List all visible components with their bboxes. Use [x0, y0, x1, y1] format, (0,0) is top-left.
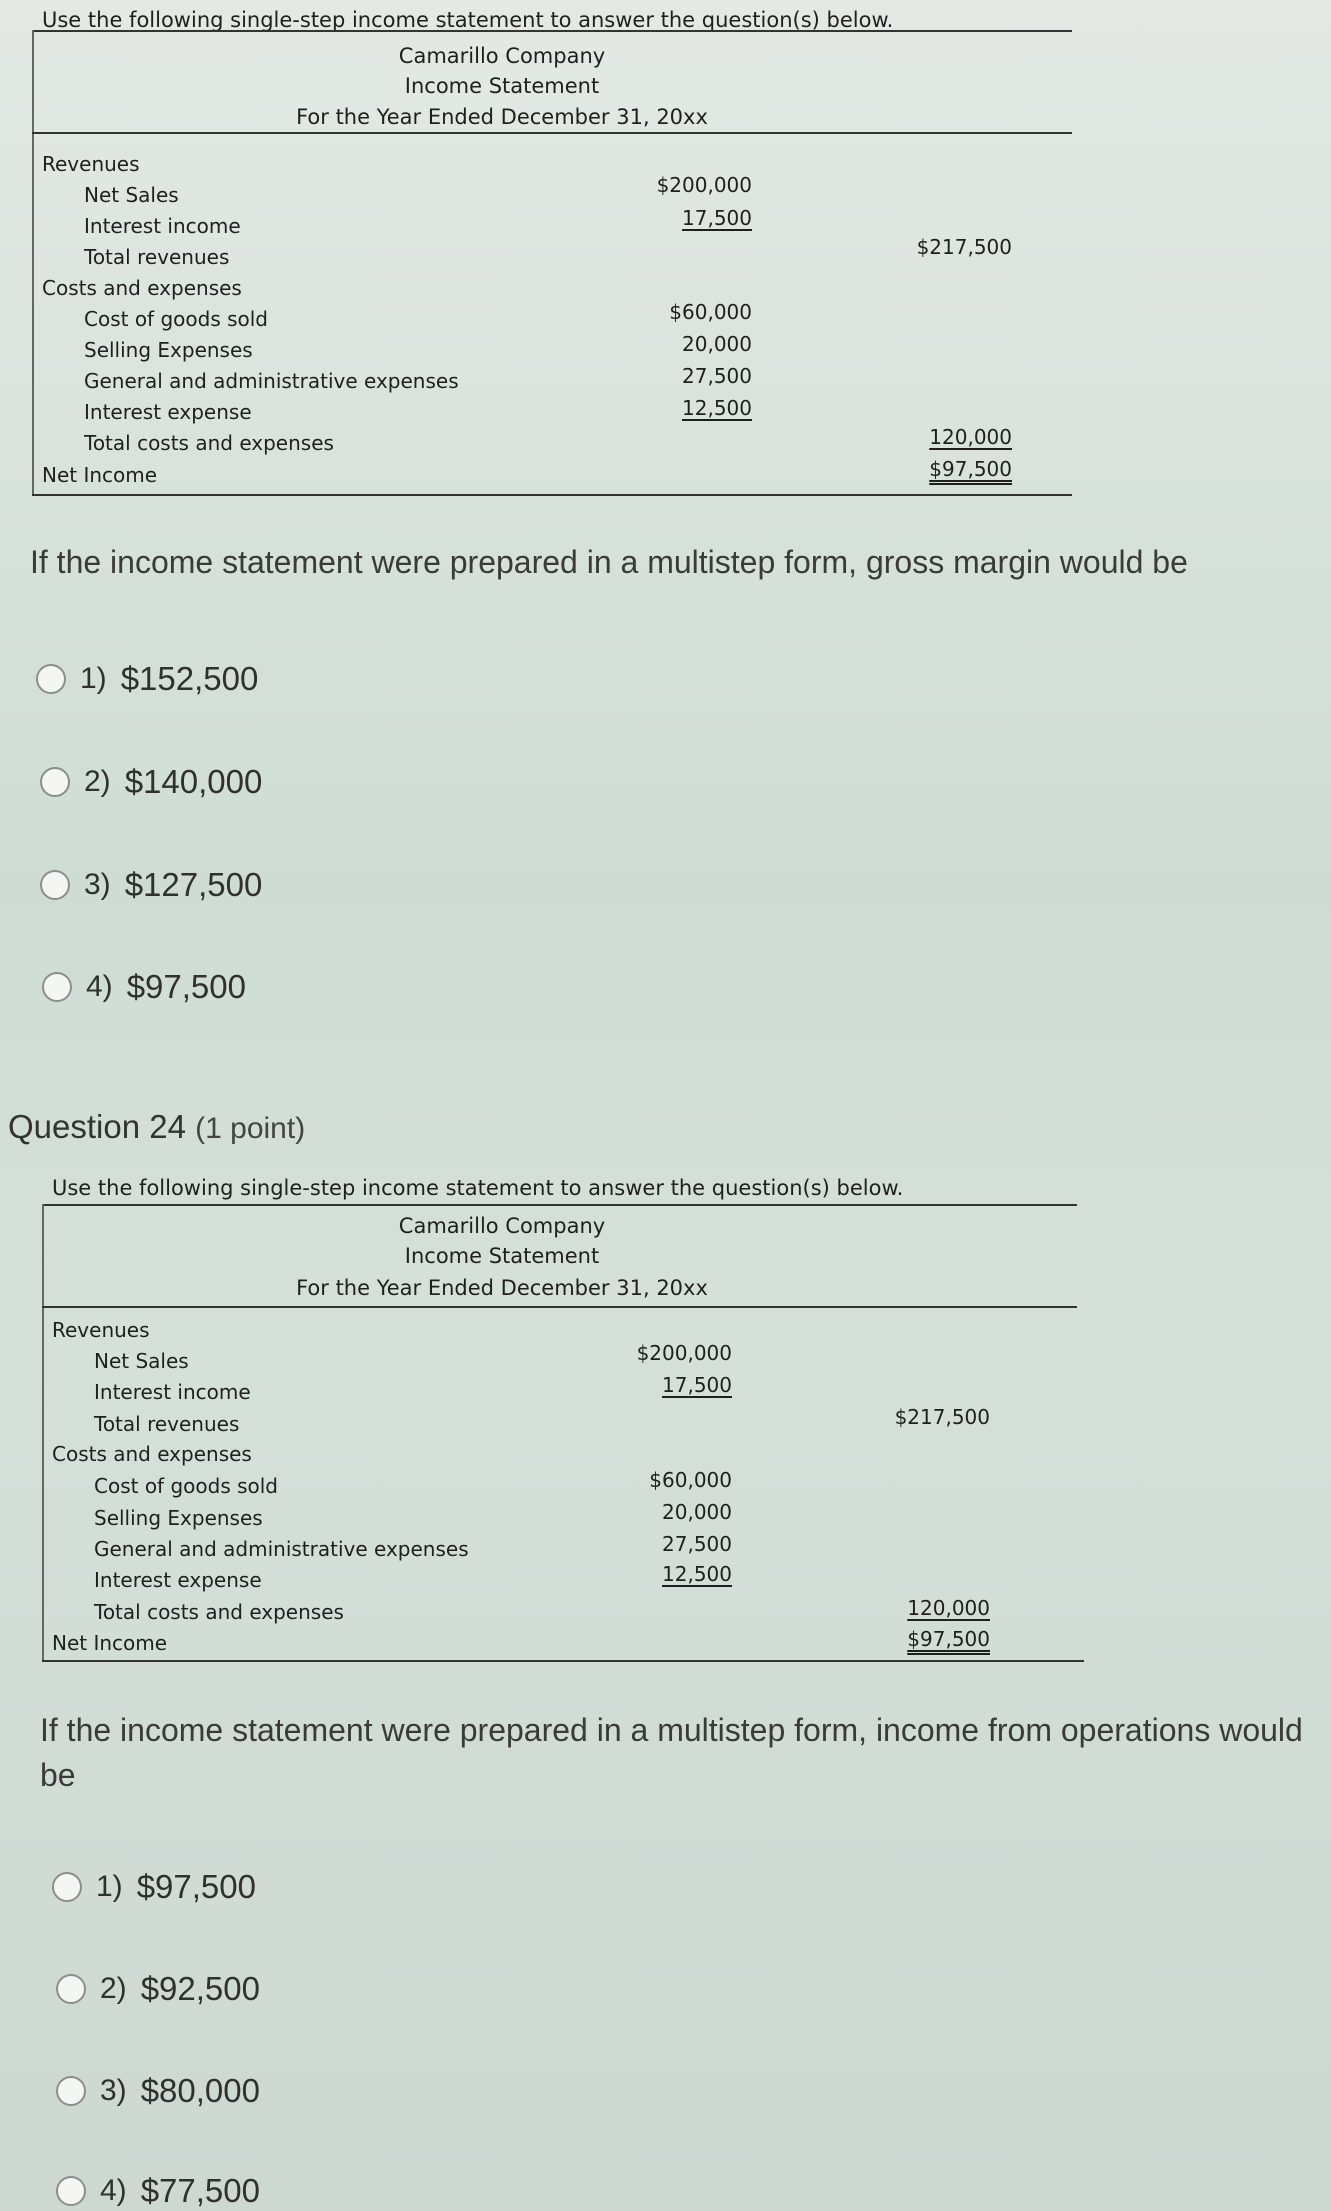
- selling-label: Selling Expenses: [84, 338, 253, 362]
- statement-period: For the Year Ended December 31, 20xx: [296, 1276, 708, 1300]
- revenues-label: Revenues: [42, 152, 140, 176]
- option-number: 3): [100, 2074, 127, 2107]
- answer-option[interactable]: [40, 866, 262, 904]
- option-value: $152,500: [120, 660, 259, 697]
- option-value: $127,500: [124, 866, 263, 903]
- net-sales-label: Net Sales: [84, 183, 179, 207]
- option-value: $80,000: [140, 2072, 260, 2109]
- company-name: Camarillo Company: [398, 1214, 606, 1238]
- total-costs-label: Total costs and expenses: [84, 431, 334, 455]
- divider: [42, 1204, 44, 1660]
- question-number: Question 24: [8, 1108, 186, 1145]
- statement-period: For the Year Ended December 31, 20xx: [296, 105, 708, 129]
- cogs-label: Cost of goods sold: [84, 307, 269, 331]
- divider: [32, 132, 1072, 134]
- divider: [32, 494, 1072, 496]
- answer-option[interactable]: [56, 1970, 260, 2008]
- answer-option[interactable]: [56, 2172, 260, 2210]
- net-income-amount: $97,500: [907, 1627, 990, 1651]
- radio-button[interactable]: [56, 1974, 86, 2004]
- statement-title: Income Statement: [404, 1244, 600, 1268]
- question-points: (1 point): [195, 1112, 306, 1145]
- net-sales-amount: $200,000: [656, 173, 752, 197]
- costs-label: Costs and expenses: [42, 276, 242, 300]
- statement-title: Income Statement: [404, 74, 600, 98]
- answer-option[interactable]: [56, 2072, 260, 2110]
- option-number: 2): [84, 765, 111, 798]
- selling-amount: 20,000: [662, 1500, 732, 1524]
- total-costs-amount: 120,000: [907, 1596, 990, 1620]
- cogs-amount: $60,000: [669, 300, 752, 324]
- question-prompt: If the income statement were prepared in a multistep form, gross margin would be: [30, 544, 1188, 580]
- total-revenues-label: Total revenues: [94, 1412, 240, 1436]
- net-sales-label: Net Sales: [94, 1349, 189, 1373]
- statement-intro: Use the following single-step income statement to answer the question(s) below.: [52, 1176, 904, 1200]
- gna-label: General and administrative expenses: [94, 1537, 469, 1561]
- gna-amount: 27,500: [682, 364, 752, 388]
- answer-option[interactable]: [42, 968, 246, 1006]
- option-number: 4): [100, 2174, 127, 2207]
- radio-button[interactable]: [40, 870, 70, 900]
- option-number: 3): [84, 868, 111, 901]
- answer-option[interactable]: [36, 660, 258, 698]
- revenues-label: Revenues: [52, 1318, 150, 1342]
- total-costs-amount: 120,000: [929, 425, 1012, 449]
- income-statement-2: [42, 1176, 1084, 1666]
- cogs-label: Cost of goods sold: [94, 1474, 279, 1498]
- interest-income-label: Interest income: [94, 1380, 251, 1404]
- total-revenues-amount: $217,500: [916, 235, 1012, 259]
- answer-option[interactable]: [52, 1868, 256, 1906]
- interest-expense-label: Interest expense: [84, 400, 252, 424]
- gna-label: General and administrative expenses: [84, 369, 459, 393]
- net-sales-amount: $200,000: [636, 1341, 732, 1365]
- net-income-label: Net Income: [42, 463, 158, 487]
- net-income-label: Net Income: [52, 1631, 168, 1655]
- radio-button[interactable]: [40, 767, 70, 797]
- divider: [42, 1204, 1077, 1206]
- total-costs-label: Total costs and expenses: [94, 1600, 344, 1624]
- interest-expense-label: Interest expense: [94, 1568, 262, 1592]
- total-revenues-amount: $217,500: [894, 1405, 990, 1429]
- question-heading: [8, 1108, 305, 1146]
- divider: [42, 1306, 1077, 1308]
- option-value: $97,500: [126, 968, 246, 1005]
- option-value: $97,500: [136, 1868, 256, 1905]
- total-revenues-label: Total revenues: [84, 245, 230, 269]
- interest-income-amount: 17,500: [682, 206, 752, 230]
- net-income-amount: $97,500: [929, 457, 1012, 481]
- option-number: 4): [86, 970, 113, 1003]
- radio-button[interactable]: [56, 2176, 86, 2206]
- interest-income-label: Interest income: [84, 214, 241, 238]
- divider: [32, 30, 34, 496]
- company-name: Camarillo Company: [398, 44, 606, 68]
- cogs-amount: $60,000: [649, 1468, 732, 1492]
- radio-button[interactable]: [42, 972, 72, 1002]
- radio-button[interactable]: [56, 2076, 86, 2106]
- interest-income-amount: 17,500: [662, 1373, 732, 1397]
- option-value: $140,000: [124, 763, 263, 800]
- option-number: 1): [80, 662, 107, 695]
- option-value: $92,500: [140, 1970, 260, 2007]
- gna-amount: 27,500: [662, 1532, 732, 1556]
- radio-button[interactable]: [52, 1872, 82, 1902]
- statement-intro: Use the following single-step income statement to answer the question(s) below.: [42, 8, 894, 32]
- radio-button[interactable]: [36, 664, 66, 694]
- option-value: $77,500: [140, 2172, 260, 2209]
- income-statement-1: [32, 8, 1072, 498]
- option-number: 2): [100, 1972, 127, 2005]
- divider: [42, 1660, 1084, 1662]
- interest-expense-amount: 12,500: [682, 396, 752, 420]
- selling-amount: 20,000: [682, 332, 752, 356]
- costs-label: Costs and expenses: [52, 1442, 252, 1466]
- option-number: 1): [96, 1870, 123, 1903]
- selling-label: Selling Expenses: [94, 1506, 263, 1530]
- answer-option[interactable]: [40, 763, 262, 801]
- interest-expense-amount: 12,500: [662, 1562, 732, 1586]
- divider: [32, 30, 1072, 32]
- question-prompt: If the income statement were prepared in a multistep form, income from operations would be: [40, 1712, 1303, 1793]
